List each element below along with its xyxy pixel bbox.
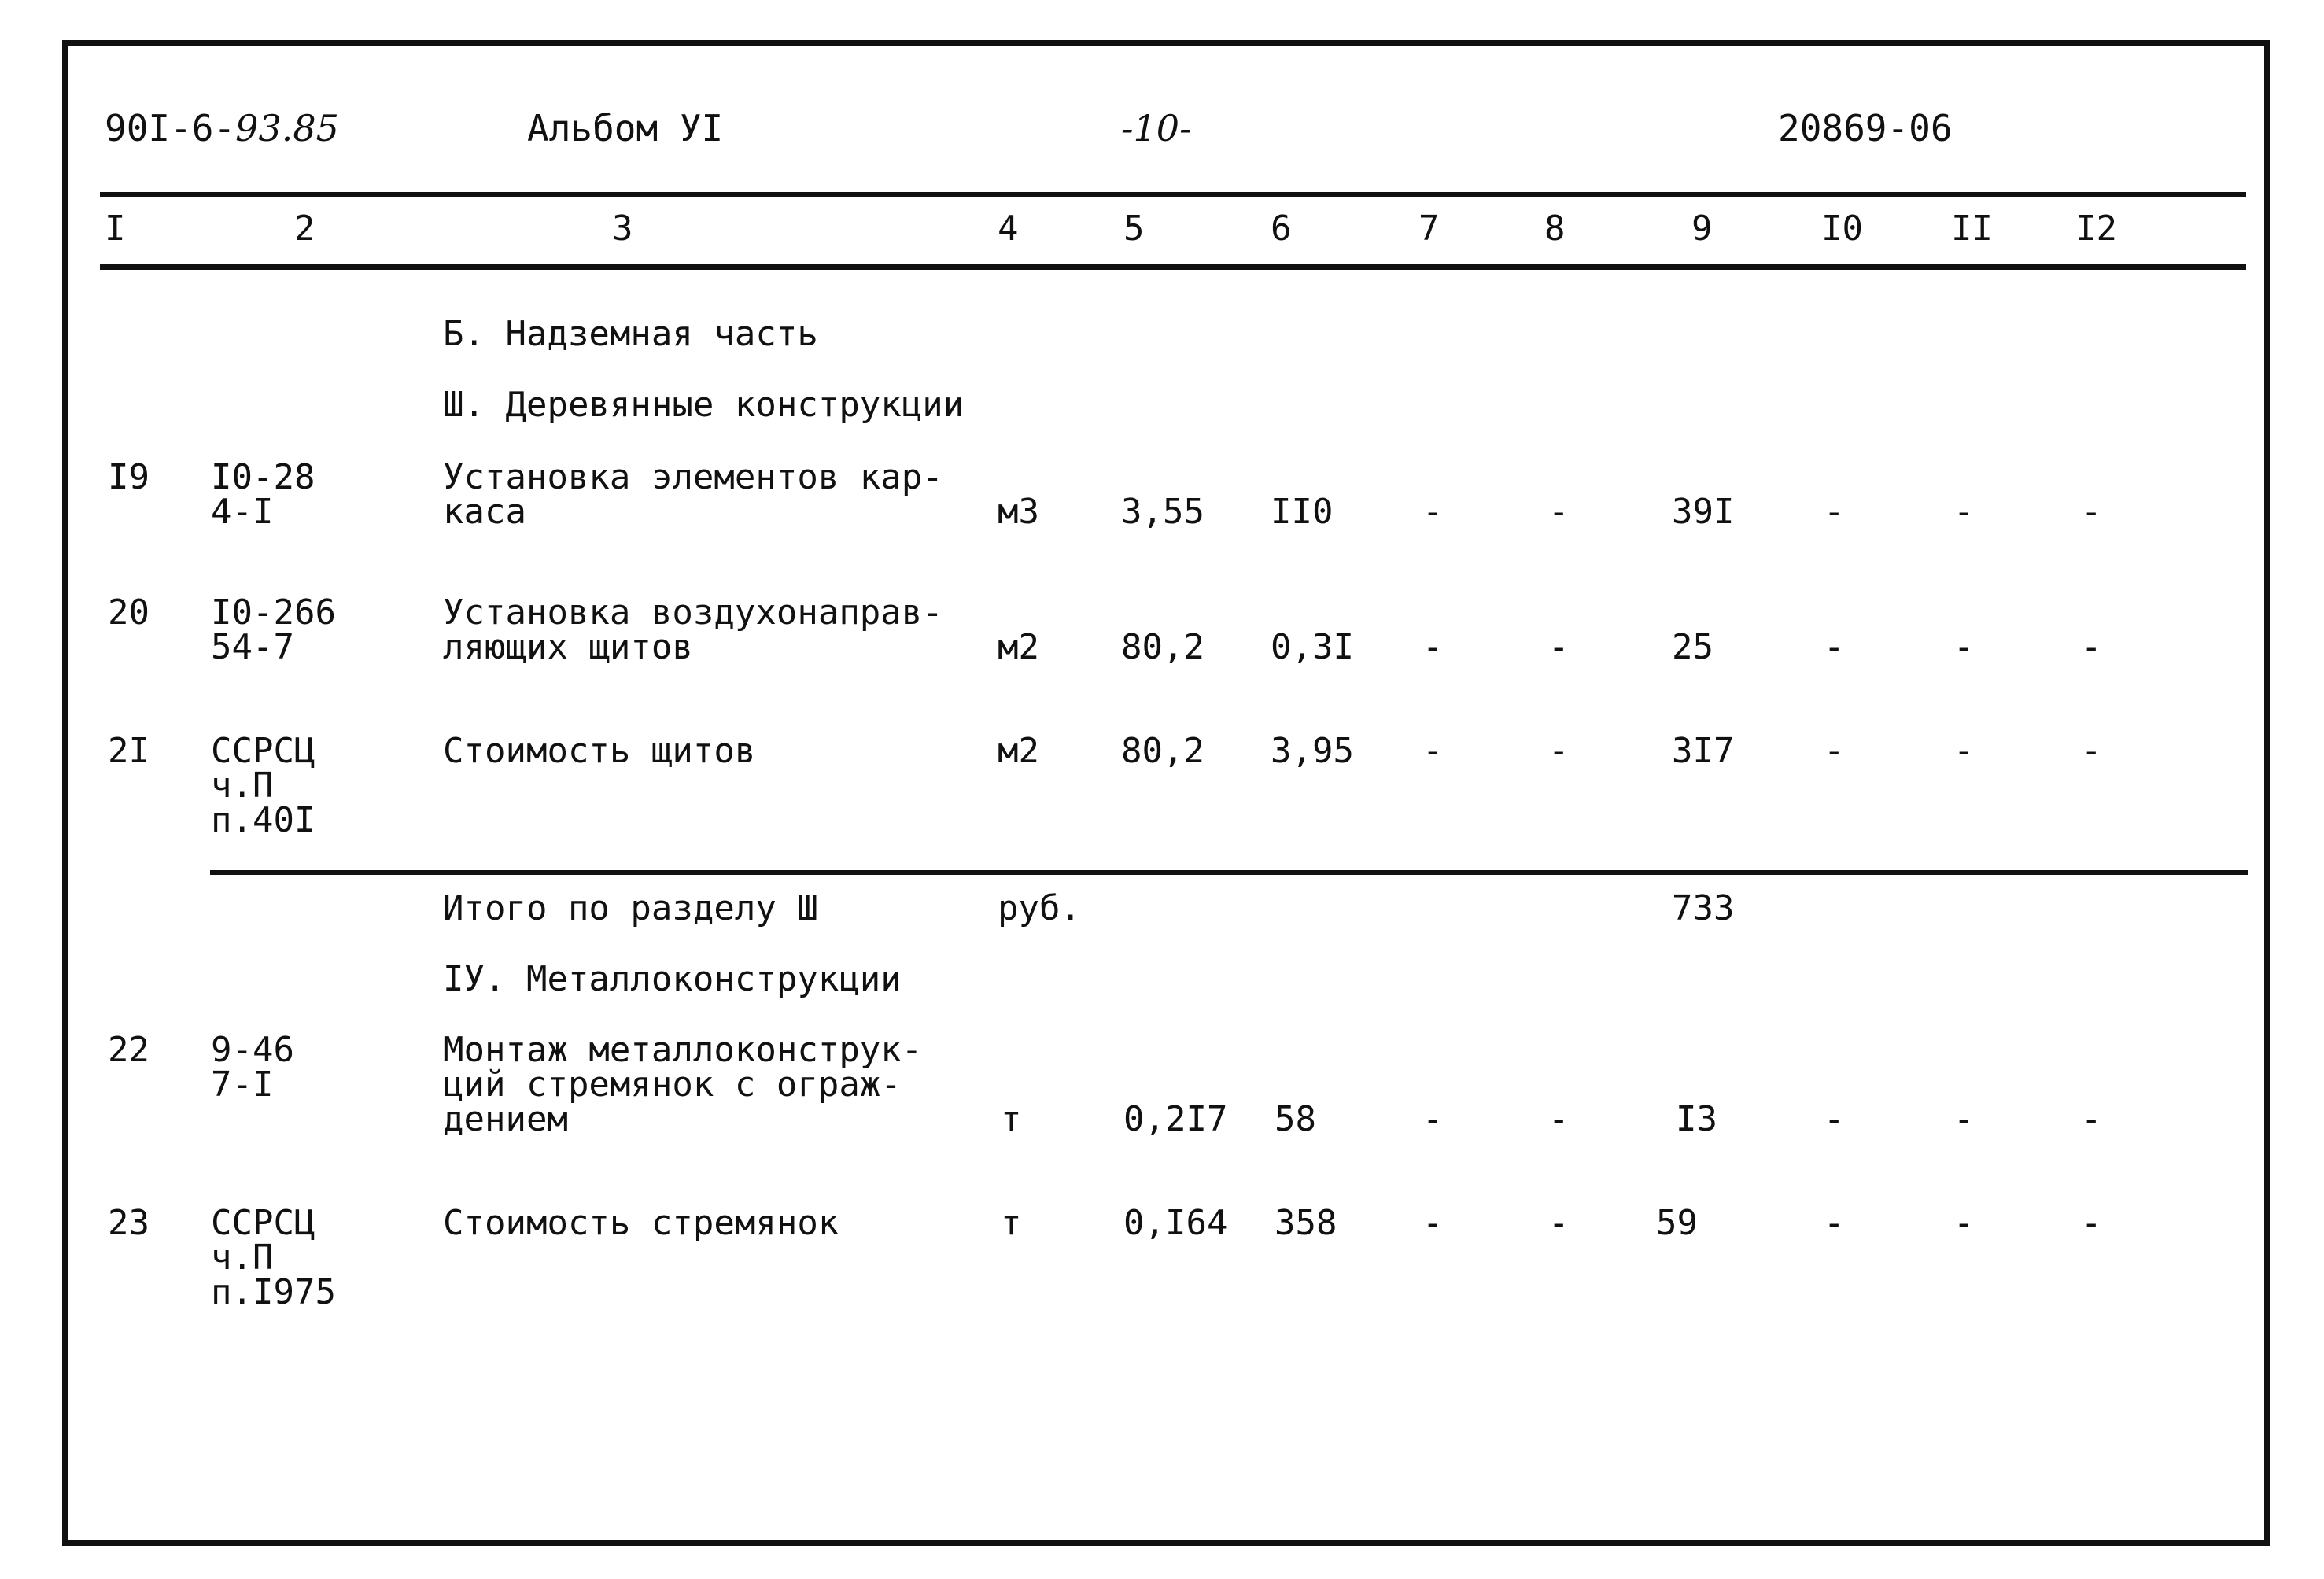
header-rule-bottom	[100, 264, 2246, 270]
row-quantity: 80,2	[1121, 731, 1204, 771]
row-unit-price: 358	[1275, 1203, 1337, 1243]
row-unit: м2	[998, 731, 1039, 771]
row-col-7: -	[1422, 1099, 1444, 1139]
doc-number	[105, 107, 339, 149]
row-col-11: -	[1953, 492, 1975, 532]
doc-number-handwritten: 93.85	[235, 107, 339, 149]
row-col-10: -	[1824, 1203, 1845, 1243]
col-header-5: 5	[1123, 208, 1145, 249]
col-header-3: 3	[612, 208, 633, 249]
row-col-12: -	[2081, 1099, 2102, 1139]
row-number: 23	[108, 1203, 149, 1243]
row-ref: 7-I	[211, 1064, 274, 1105]
subtotal-rule	[210, 870, 2248, 875]
album-label: Альбом УI	[527, 107, 724, 149]
col-header-9: 9	[1691, 208, 1713, 249]
section-heading-3: Ш. Деревянные конструкции	[443, 385, 965, 425]
col-header-4: 4	[998, 208, 1019, 249]
row-ref: 4-I	[211, 492, 274, 532]
row-col-8: -	[1548, 1203, 1570, 1243]
row-unit: м2	[998, 627, 1039, 667]
row-unit: т	[1001, 1099, 1022, 1139]
row-col-10: -	[1824, 731, 1845, 771]
row-description: каса	[443, 492, 526, 532]
row-col-11: -	[1953, 1203, 1975, 1243]
doc-number-prefix: 90I-6-	[105, 107, 236, 149]
row-total: 39I	[1672, 492, 1735, 532]
row-quantity: 0,2I7	[1123, 1099, 1228, 1139]
row-ref: I0-266	[211, 592, 336, 633]
row-col-12: -	[2081, 492, 2102, 532]
col-header-7: 7	[1418, 208, 1440, 249]
row-total: 25	[1672, 627, 1713, 667]
row-number: 22	[108, 1030, 149, 1070]
row-description: Монтаж металлоконструк-	[443, 1030, 923, 1070]
subtotal-label: Итого по разделу Ш	[443, 888, 818, 928]
row-col-11: -	[1953, 731, 1975, 771]
col-header-10: I0	[1821, 208, 1863, 249]
row-col-12: -	[2081, 627, 2102, 667]
row-unit-price: 0,3I	[1271, 627, 1354, 667]
page-number: -10-	[1121, 107, 1192, 149]
row-col-7: -	[1422, 1203, 1444, 1243]
row-ref: п.I975	[211, 1272, 336, 1312]
section-heading-4: IУ. Металлоконструкции	[443, 959, 902, 999]
row-number: I9	[108, 457, 149, 497]
col-header-11: II	[1951, 208, 1993, 249]
row-ref: I0-28	[211, 457, 315, 497]
row-col-11: -	[1953, 1099, 1975, 1139]
row-quantity: 80,2	[1121, 627, 1204, 667]
col-header-1: I	[105, 208, 126, 249]
document-code: 20869-06	[1778, 107, 1953, 149]
row-col-12: -	[2081, 1203, 2102, 1243]
col-header-2: 2	[294, 208, 315, 249]
row-number: 2I	[108, 731, 149, 771]
row-col-7: -	[1422, 627, 1444, 667]
section-heading-b: Б. Надземная часть	[443, 314, 818, 354]
row-col-7: -	[1422, 731, 1444, 771]
row-total: 59	[1656, 1203, 1698, 1243]
row-col-8: -	[1548, 492, 1570, 532]
row-col-10: -	[1824, 492, 1845, 532]
row-col-10: -	[1824, 627, 1845, 667]
row-unit: т	[1001, 1203, 1022, 1243]
row-unit: м3	[998, 492, 1039, 532]
row-description: ций стремянок с ограж-	[443, 1064, 902, 1105]
row-quantity: 0,I64	[1123, 1203, 1228, 1243]
row-ref: 9-46	[211, 1030, 294, 1070]
row-description: Установка элементов кар-	[443, 457, 943, 497]
row-unit-price: 3,95	[1271, 731, 1354, 771]
row-col-10: -	[1824, 1099, 1845, 1139]
row-col-8: -	[1548, 1099, 1570, 1139]
row-quantity: 3,55	[1121, 492, 1204, 532]
col-header-8: 8	[1544, 208, 1566, 249]
col-header-12: I2	[2075, 208, 2117, 249]
header-rule-top	[100, 192, 2246, 197]
subtotal-unit: руб.	[998, 888, 1081, 928]
row-ref: ч.П	[211, 766, 274, 806]
row-unit-price: 58	[1275, 1099, 1316, 1139]
col-header-6: 6	[1271, 208, 1292, 249]
row-col-8: -	[1548, 731, 1570, 771]
row-ref: 54-7	[211, 627, 294, 667]
row-description: Стоимость стремянок	[443, 1203, 839, 1243]
row-description: Стоимость щитов	[443, 731, 756, 771]
row-unit-price: II0	[1271, 492, 1334, 532]
row-ref: ССРСЦ	[211, 731, 315, 771]
row-total: 3I7	[1672, 731, 1735, 771]
row-description: Установка воздухонаправ-	[443, 592, 943, 633]
row-total: I3	[1676, 1099, 1717, 1139]
row-col-12: -	[2081, 731, 2102, 771]
row-number: 20	[108, 592, 149, 633]
row-col-11: -	[1953, 627, 1975, 667]
subtotal-value: 733	[1672, 888, 1735, 928]
row-ref: п.40I	[211, 800, 315, 840]
row-description: дением	[443, 1099, 568, 1139]
row-ref: ч.П	[211, 1238, 274, 1278]
row-col-7: -	[1422, 492, 1444, 532]
row-ref: ССРСЦ	[211, 1203, 315, 1243]
row-description: ляющих щитов	[443, 627, 693, 667]
row-col-8: -	[1548, 627, 1570, 667]
